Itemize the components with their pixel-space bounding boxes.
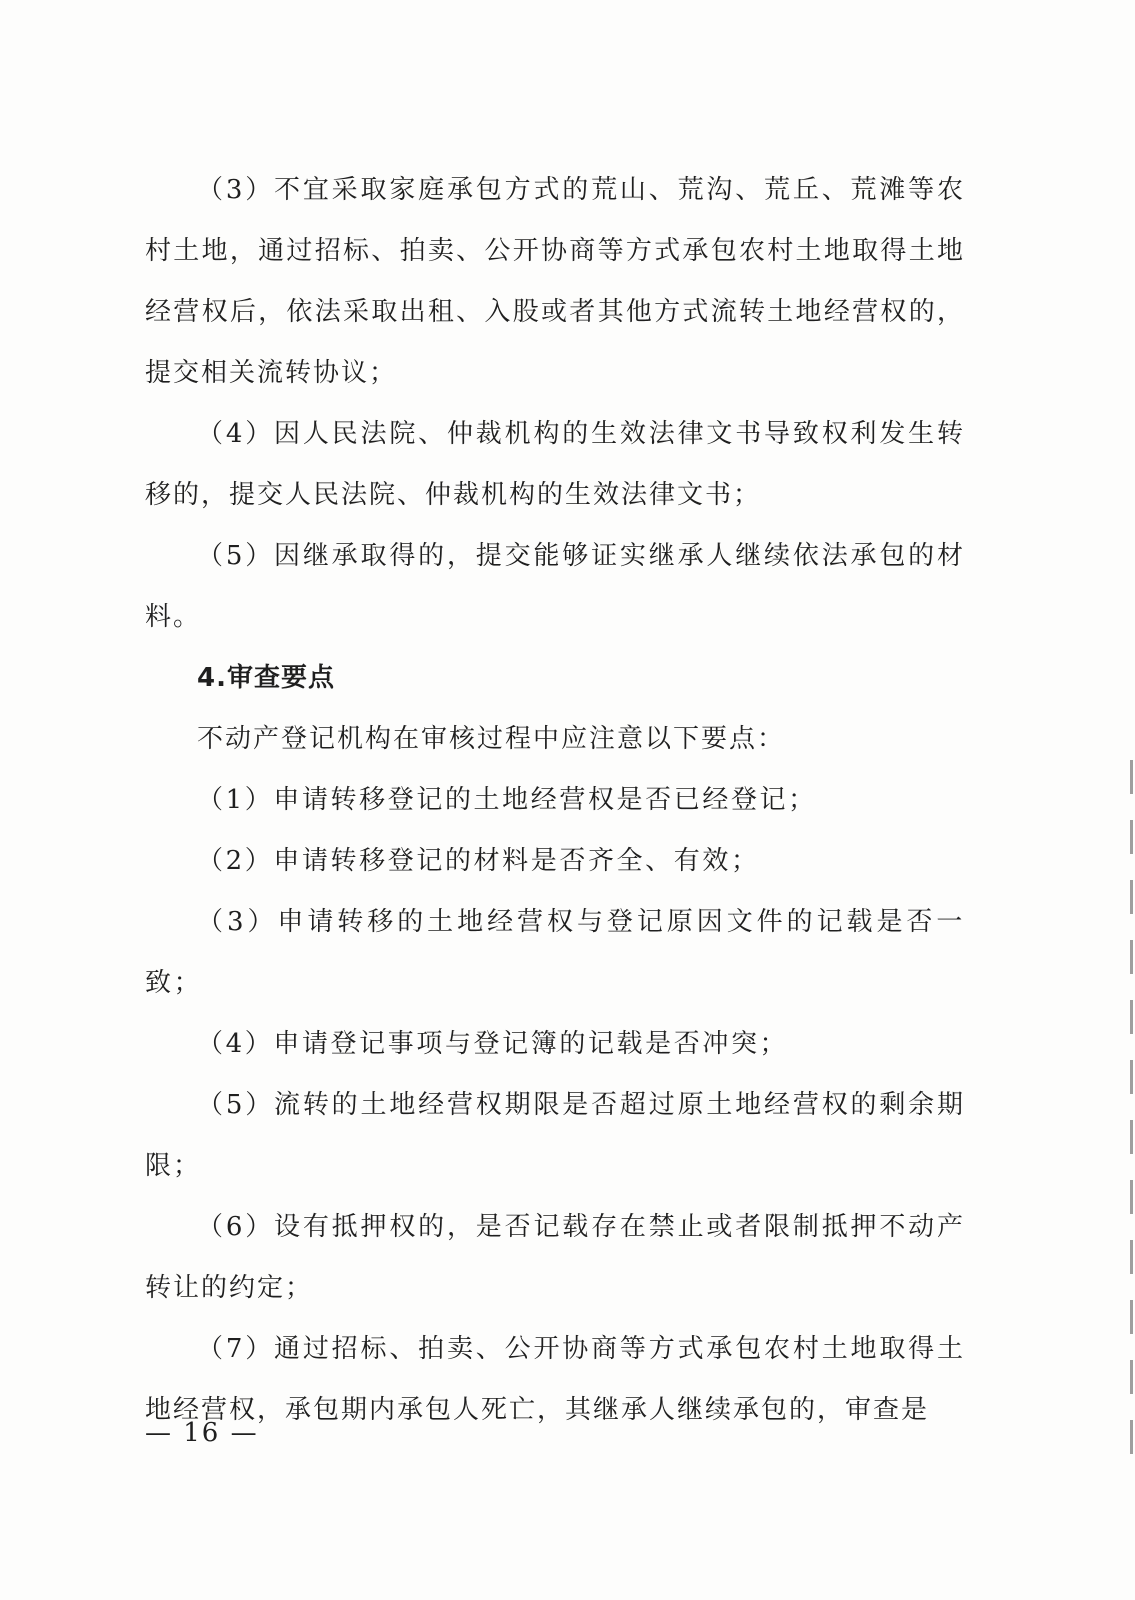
review-point: （6）设有抵押权的，是否记载存在禁止或者限制抵押不动产转让的约定； (145, 1212, 965, 1303)
review-point: （7）通过招标、拍卖、公开协商等方式承包农村土地取得土地经营权，承包期内承包人死亡，其继承人继续承包的，审查是 (145, 1334, 965, 1425)
document-body (145, 160, 965, 1441)
review-point: （1）申请转移登记的土地经营权是否已经登记； (197, 785, 817, 815)
paragraph: （3）不宜采取家庭承包方式的荒山、荒沟、荒丘、荒滩等农村土地，通过招标、拍卖、公开协商等方式承包农村土地取得土地经营权后，依法采取出租、入股或者其他方式流转土地经营权的，提交相关流转协议； (145, 175, 965, 388)
page-number: — 16 — (145, 1418, 259, 1448)
section-intro: 不动产登记机构在审核过程中应注意以下要点： (197, 724, 786, 754)
scan-edge-marks (1130, 760, 1133, 1480)
paragraph: （4）因人民法院、仲裁机构的生效法律文书导致权利发生转移的，提交人民法院、仲裁机构的生效法律文书； (145, 419, 965, 510)
review-point: （3）申请转移的土地经营权与登记原因文件的记载是否一致； (145, 907, 965, 998)
review-point: （4）申请登记事项与登记簿的记载是否冲突； (197, 1029, 789, 1059)
review-point: （2）申请转移登记的材料是否齐全、有效； (197, 846, 760, 876)
review-point: （5）流转的土地经营权期限是否超过原土地经营权的剩余期限； (145, 1090, 965, 1181)
section-heading: 4.审查要点 (197, 663, 335, 693)
paragraph: （5）因继承取得的，提交能够证实继承人继续依法承包的材料。 (145, 541, 965, 632)
